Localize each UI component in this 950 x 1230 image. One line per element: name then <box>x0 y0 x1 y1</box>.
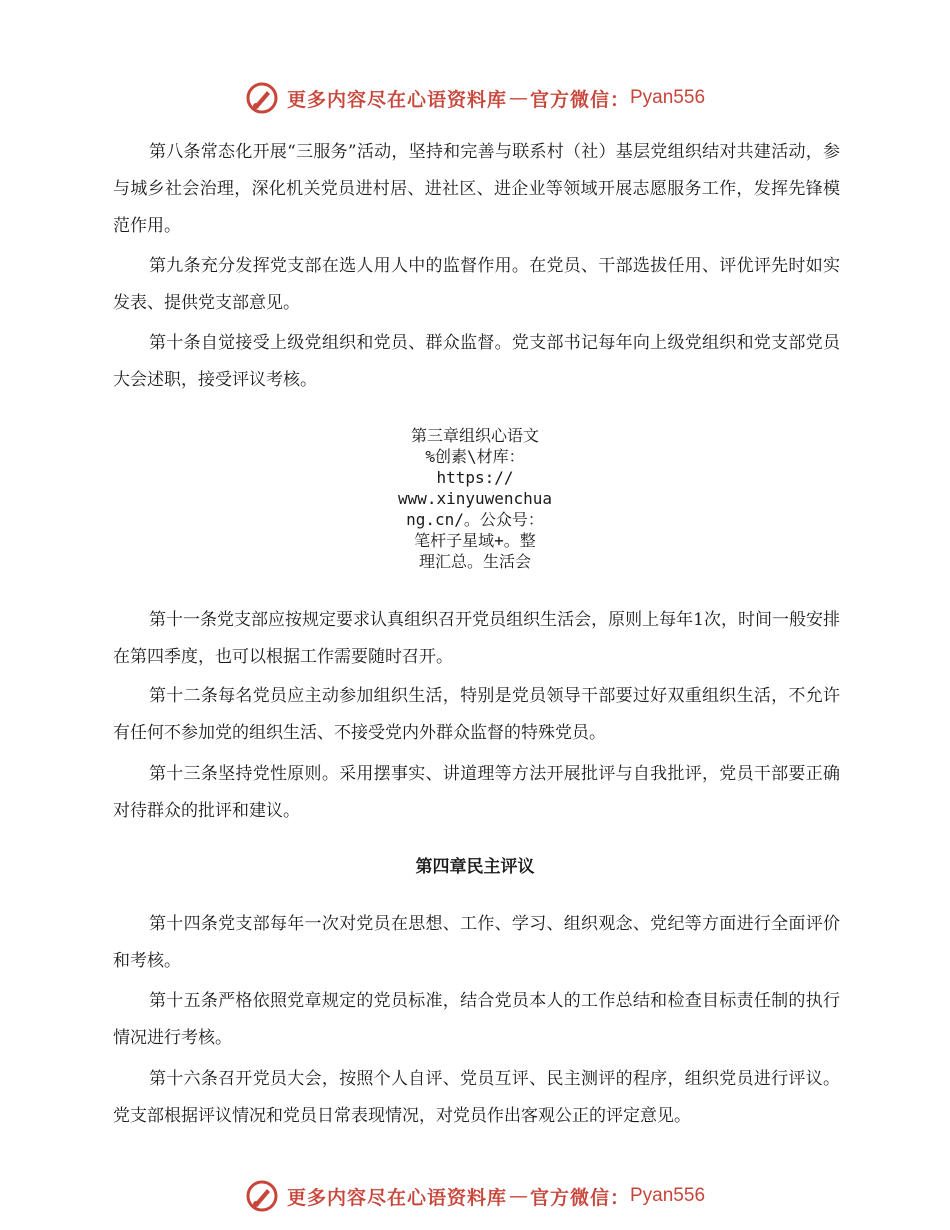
header-banner <box>0 76 950 120</box>
banner-suffix: 官方微信： <box>529 88 630 111</box>
banner-wechat-id: Pyan556 <box>630 1185 706 1206</box>
brush-logo-icon <box>245 1179 279 1213</box>
article-15: 第十五条严格依照党章规定的党员标准，结合党员本人的工作总结和检查目标责任制的执行情况进行考核。 <box>113 991 840 1048</box>
chapter3-line: www.xinyuwenchua <box>397 489 553 508</box>
banner-separator: — <box>508 1185 528 1207</box>
article-8: 第八条常态化开展“三服务”活动，坚持和完善与联系村（社）基层党组织结对共建活动，参与城乡社会治理，深化机关党员进村居、进社区、进企业等领域开展志愿服务工作，发挥先锋模范作用。 <box>113 142 840 236</box>
article-12: 第十二条每名党员应主动参加组织生活，特别是党员领导干部要过好双重组织生活，不允许有任何不参加党的组织生活、不接受党内外群众监督的特殊党员。 <box>113 686 840 743</box>
chapter3-heading-block <box>340 425 610 572</box>
banner-text: 更多内容尽在心语资料库 <box>286 1186 507 1209</box>
chapter3-line: 第三章组织心语文 <box>410 426 539 445</box>
brush-logo-icon <box>245 81 279 115</box>
article-13: 第十三条坚持党性原则。采用摆事实、讲道理等方法开展批评与自我批评，党员干部要正确对待群众的批评和建议。 <box>113 764 840 821</box>
article-16: 第十六条召开党员大会，按照个人自评、党员互评、民主测评的程序，组织党员进行评议。党支部根据评议情况和党员日常表现情况，对党员作出客观公正的评定意见。 <box>113 1069 840 1126</box>
chapter3-line: 理汇总。生活会 <box>418 552 531 571</box>
chapter4-title: 第四章民主评议 <box>415 857 535 877</box>
banner-wechat-id: Pyan556 <box>630 87 706 108</box>
article-14: 第十四条党支部每年一次对党员在思想、工作、学习、组织观念、党纪等方面进行全面评价和考核。 <box>113 914 840 971</box>
chapter3-line: 笔杆子星域+。整 <box>414 531 536 550</box>
footer-banner <box>0 1174 950 1218</box>
banner-text: 更多内容尽在心语资料库 <box>286 88 507 111</box>
article-10: 第十条自觉接受上级党组织和党员、群众监督。党支部书记每年向上级党组织和党支部党员大会述职，接受评议考核。 <box>113 333 840 390</box>
chapter3-line: %创素\材库： <box>425 447 525 466</box>
chapter3-line: ng.cn/。公众号： <box>406 510 544 529</box>
chapter3-line: https:// <box>436 468 514 487</box>
banner-suffix: 官方微信： <box>529 1186 630 1209</box>
banner-separator: — <box>508 87 528 109</box>
article-9: 第九条充分发挥党支部在选人用人中的监督作用。在党员、干部选拔任用、评优评先时如实发表、提供党支部意见。 <box>113 256 840 313</box>
article-11: 第十一条党支部应按规定要求认真组织召开党员组织生活会，原则上每年1次，时间一般安排在第四季度，也可以根据工作需要随时召开。 <box>113 610 840 667</box>
